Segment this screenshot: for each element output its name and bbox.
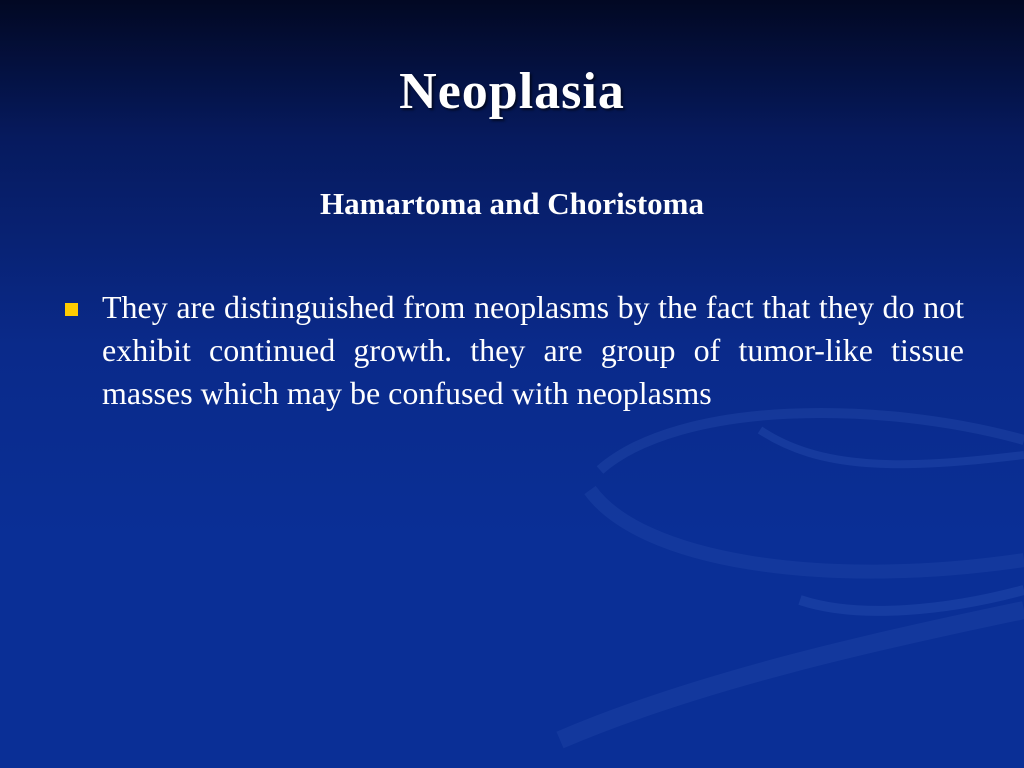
- slide-subtitle: Hamartoma and Choristoma: [319, 186, 705, 221]
- slide-title: Neoplasia: [399, 63, 625, 120]
- bullet-text: They are distinguished from neoplasms by the fact that they do not exhibit continued growth. they are group of tumor-like tissue masses which may be confused with neoplasms: [102, 289, 964, 411]
- square-bullet-icon: [65, 303, 78, 316]
- bullet-item: [62, 286, 964, 415]
- bullet-list: [62, 286, 964, 415]
